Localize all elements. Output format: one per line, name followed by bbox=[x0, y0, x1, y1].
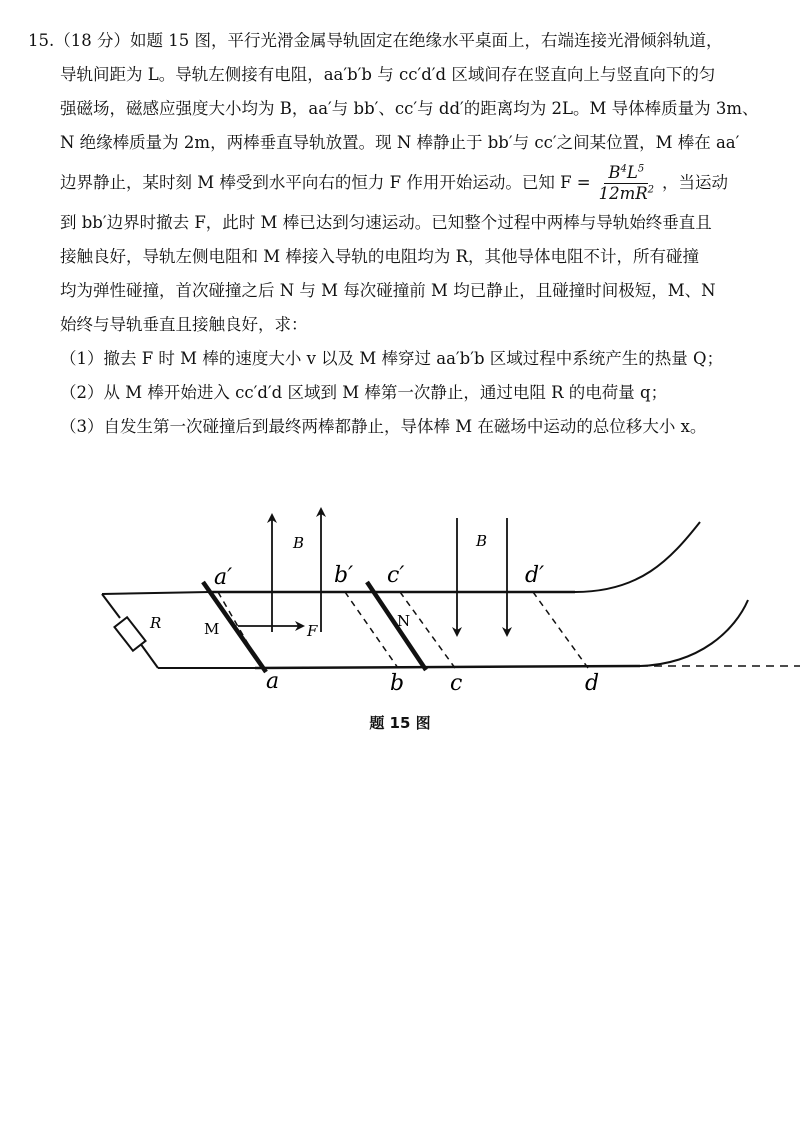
boundary-dd bbox=[533, 592, 588, 668]
problem-text-5a: 边界静止，某时刻 M 棒受到水平向右的恒力 F 作用开始运动。已知 F = bbox=[60, 173, 591, 192]
problem-score: （18 分） bbox=[54, 31, 130, 50]
problem-text-1: 如题 15 图，平行光滑金属导轨固定在绝缘水平桌面上，右端连接光滑倾斜轨道， bbox=[130, 31, 723, 50]
problem-line-2: 导轨间距为 L。导轨左侧接有电阻，aa′b′b 与 cc′d′d 区域间存在竖直向上与竖直向下的匀 bbox=[60, 65, 716, 84]
formula-numerator: $B^4L^5$ bbox=[604, 163, 648, 184]
problem-line-8: 均为弹性碰撞，首次碰撞之后 N 与 M 每次碰撞前 M 均已静止，且碰撞时间极短，M、N bbox=[60, 281, 716, 300]
label-a: a bbox=[266, 669, 280, 694]
label-n: N bbox=[397, 612, 411, 630]
problem-line-7: 接触良好，导轨左侧电阻和 M 棒接入导轨的电阻均为 R，其他导体电阻不计，所有碰撞 bbox=[60, 247, 700, 266]
problem-line-5 bbox=[28, 160, 776, 206]
label-c: c bbox=[450, 671, 463, 696]
figure-caption: 题 15 图 bbox=[369, 714, 431, 732]
problem-line-1 bbox=[28, 24, 776, 58]
inclined-track-top bbox=[575, 522, 700, 592]
problem-line-4: N 绝缘棒质量为 2m，两棒垂直导轨放置。现 N 棒静止于 bb′与 cc′之间某位置，M 棒在 aa′ bbox=[60, 133, 740, 152]
label-b: b bbox=[390, 671, 405, 696]
label-d: d bbox=[585, 671, 600, 696]
resistor bbox=[114, 617, 145, 650]
problem-text-5b: ，当运动 bbox=[662, 173, 729, 192]
label-f: F bbox=[307, 622, 318, 640]
problem-line-6: 到 bb′边界时撤去 F，此时 M 棒已达到匀速运动。已知整个过程中两棒与导轨始终垂直且 bbox=[60, 213, 712, 232]
label-b-field-right: B bbox=[476, 532, 488, 550]
label-b-prime: b′ bbox=[334, 563, 354, 588]
problem-15 bbox=[28, 24, 776, 444]
boundary-bb bbox=[345, 592, 398, 668]
boundary-cc bbox=[400, 592, 455, 668]
question-1: （1）撤去 F 时 M 棒的速度大小 v 以及 M 棒穿过 aa′b′b 区域过程中系统产生的热量 Q； bbox=[60, 349, 724, 368]
problem-line-3: 强磁场，磁感应强度大小均为 B，aa′与 bb′、cc′与 dd′的距离均为 2L。M 导体棒质量为 3m、 bbox=[60, 99, 759, 118]
question-3: （3）自发生第一次碰撞后到最终两棒都静止，导体棒 M 在磁场中运动的总位移大小 x。 bbox=[60, 417, 707, 436]
label-b-field-left: B bbox=[293, 534, 305, 552]
label-c-prime: c′ bbox=[387, 563, 405, 588]
question-2: （2）从 M 棒开始进入 cc′d′d 区域到 M 棒第一次静止，通过电阻 R 的电荷量 q； bbox=[60, 383, 668, 402]
inclined-track-bottom bbox=[640, 600, 748, 666]
label-m: M bbox=[204, 620, 220, 638]
problem-number: 15. bbox=[28, 31, 55, 50]
label-d-prime: d′ bbox=[525, 563, 545, 588]
label-a-prime: a′ bbox=[214, 565, 233, 590]
label-r: R bbox=[150, 614, 162, 632]
bottom-rail bbox=[255, 666, 640, 668]
figure-15 bbox=[0, 500, 800, 740]
formula-denominator: $12mR^2$ bbox=[598, 183, 655, 203]
rail-diagram bbox=[0, 500, 800, 740]
problem-line-9: 始终与导轨垂直且接触良好，求： bbox=[60, 315, 308, 334]
force-formula bbox=[595, 163, 658, 204]
